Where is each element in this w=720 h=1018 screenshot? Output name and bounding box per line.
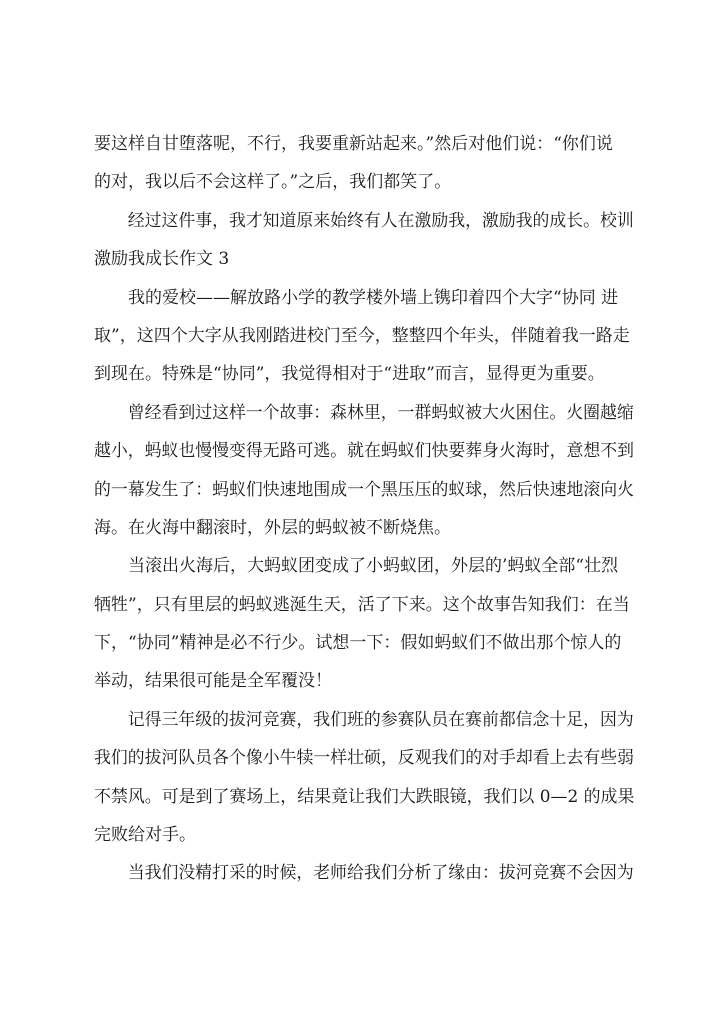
text-line: 记得三年级的拔河竞赛，我们班的参赛队员在赛前都信念十足，因为 — [127, 709, 634, 730]
text-line: 曾经看到过这样一个故事：森林里，一群蚂蚁被大火困住。火圈越缩 — [127, 402, 634, 423]
text-line: 我的爱校——解放路小学的教学楼外墙上镌印着四个大字“协同 进 — [128, 287, 619, 308]
text-line: 牺牲”，只有里层的蚂蚁逃涎生天，活了下来。这个故事告知我们：在当 — [94, 594, 630, 615]
text-line: 的对，我以后不会这样了。”之后，我们都笑了。 — [94, 172, 452, 193]
text-line: 不禁风。可是到了赛场上，结果竟让我们大跌眼镜，我们以 0—2 的成果 — [94, 786, 635, 807]
text-line: 下，“协同”精神是必不行少。试想一下：假如蚂蚁们不做出那个惊人的 — [94, 633, 622, 654]
text-line: 完败给对手。 — [94, 825, 196, 846]
text-line: 举动，结果很可能是全军覆没！ — [94, 671, 332, 692]
text-line: 我们的拔河队员各个像小牛犊一样壮硕，反观我们的对手却看上去有些弱 — [94, 748, 634, 769]
text-line: 海。在火海中翻滚时，外层的蚂蚁被不断烧焦。 — [94, 517, 451, 538]
text-line: 当滚出火海后，大蚂蚁团变成了小蚂蚁团，外层的’蚂蚁全部“壮烈 — [128, 556, 619, 577]
text-line: 到现在。特殊是“协同”，我觉得相对于“进取”而言，显得更为重要。 — [94, 364, 605, 385]
text-line: 当我们没精打采的时候，老师给我们分析了缘由：拔河竞赛不会因为 — [127, 863, 634, 884]
text-line: 激励我成长作文 3 — [94, 249, 230, 270]
text-line: 越小，蚂蚁也慢慢变得无路可逃。就在蚂蚁们快要葬身火海时，意想不到 — [94, 441, 634, 462]
text-line: 经过这件事，我才知道原来始终有人在激励我，激励我的成长。校训 — [127, 210, 634, 231]
text-line: 的一幕发生了：蚂蚁们快速地围成一个黑压压的蚁球，然后快速地滚向火 — [94, 479, 634, 500]
text-line: 要这样自甘堕落呢，不行，我要重新站起来。”然后对他们说：“你们说 — [94, 134, 613, 154]
essay-text-block — [94, 125, 634, 893]
text-line: 取”，这四个大字从我刚踏进校门至今，整整四个年头，伴随着我一路走 — [94, 325, 630, 346]
